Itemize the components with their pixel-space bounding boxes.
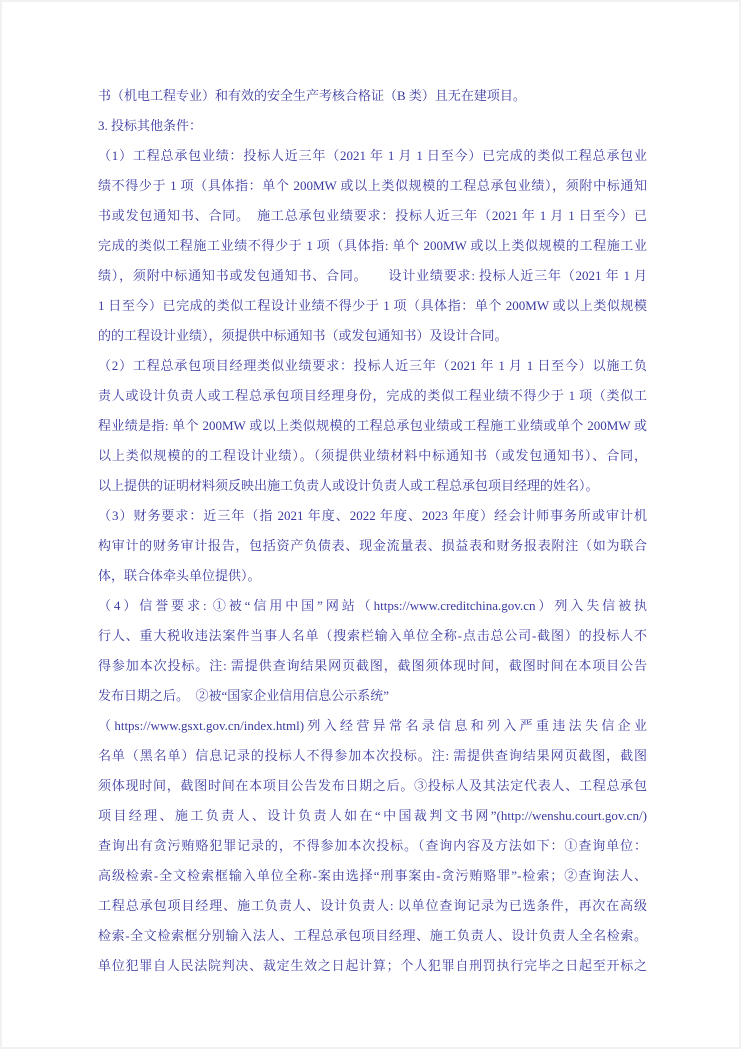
- text-line: 的的工程设计业绩），须提供中标通知书（或发包通知书）及设计合同。: [98, 328, 508, 343]
- text-line: 1 日至今）已完成的类似工程设计业绩不得少于 1 项（具体指：单个 200MW 或以上类似规模: [98, 298, 647, 313]
- document-text-block: [98, 81, 647, 981]
- text-line: 构审计的财务审计报告，包括资产负债表、现金流量表、损益表和财务报表附注（如为联合: [98, 538, 647, 553]
- text-line: 高级检索-全文检索框输入单位全称-案由选择“刑事案由-贪污贿赂罪”-检索；②查询法人、: [98, 868, 647, 883]
- text-line: 程业绩是指: 单个 200MW 或以上类似规模的工程总承包业绩或工程施工业绩或单个 200MW 或: [98, 418, 647, 433]
- text-line: 单位犯罪自人民法院判决、裁定生效之日起计算；个人犯罪自刑罚执行完毕之日起至开标之: [98, 958, 647, 973]
- text-line: 3. 投标其他条件：: [98, 118, 203, 133]
- text-line: 书（机电工程专业）和有效的安全生产考核合格证（B 类）且无在建项目。: [98, 88, 526, 103]
- text-line: 以上类似规模的的工程设计业绩）。（须提供业绩材料中标通知书（或发包通知书）、合同，: [98, 448, 647, 463]
- text-line: （4）信誉要求: ①被“信用中国”网站（https://www.creditchina.gov.cn）列入失信被执: [98, 598, 647, 613]
- text-line: 项目经理、施工负责人、设计负责人如在“中国裁判文书网”(http://wenshu.court.gov.cn/): [98, 808, 647, 823]
- text-line: 绩），须附中标通知书或发包通知书、合同。 设计业绩要求: 投标人近三年（2021 年 1 月: [98, 268, 647, 283]
- text-line: （1）工程总承包业绩：投标人近三年（2021 年 1 月 1 日至今）已完成的类似工程总承包业: [98, 148, 647, 163]
- text-line: 行人、重大税收违法案件当事人名单（搜索栏输入单位全称-点击总公司-截图）的投标人不: [98, 628, 647, 643]
- text-line: 查询出有贪污贿赂犯罪记录的，不得参加本次投标。（查询内容及方法如下：①查询单位：: [98, 838, 647, 853]
- text-line: 须体现时间，截图时间在本项目公告发布日期之后。③投标人及其法定代表人、工程总承包: [98, 778, 647, 793]
- text-line: （2）工程总承包项目经理类似业绩要求：投标人近三年（2021 年 1 月 1 日至今）以施工负: [98, 358, 647, 373]
- text-line: 发布日期之后。 ②被“国家企业信用信息公示系统”: [98, 688, 390, 703]
- text-line: 体，联合体牵头单位提供）。: [98, 568, 261, 583]
- text-line: 完成的类似工程施工业绩不得少于 1 项（具体指: 单个 200MW 或以上类似规模的工程施工业: [98, 238, 647, 253]
- text-line: 以上提供的证明材料须反映出施工负责人或设计负责人或工程总承包项目经理的姓名）。: [98, 478, 599, 493]
- text-line: 得参加本次投标。注: 需提供查询结果网页截图，截图须体现时间，截图时间在本项目公告: [98, 658, 647, 673]
- text-line: 绩不得少于 1 项（具体指：单个 200MW 或以上类似规模的工程总承包业绩），须附中标通知: [98, 178, 647, 193]
- text-line: （3）财务要求：近三年（指 2021 年度、2022 年度、2023 年度）经会计师事务所或审计机: [98, 508, 647, 523]
- text-line: 检索-全文检索框分别输入法人、工程总承包项目经理、施工负责人、设计负责人全名检索。: [98, 928, 647, 943]
- text-line: 书或发包通知书、合同。 施工总承包业绩要求：投标人近三年（2021 年 1 月 1 日至今）已: [98, 208, 647, 223]
- text-line: 责人或设计负责人或工程总承包项目经理身份，完成的类似工程业绩不得少于 1 项（类似工: [98, 388, 647, 403]
- text-line: 工程总承包项目经理、施工负责人、设计负责人: 以单位查询记录为已选条件，再次在高级: [98, 898, 647, 913]
- text-line: 名单（黑名单）信息记录的投标人不得参加本次投标。注: 需提供查询结果网页截图，截图: [98, 748, 647, 763]
- text-line: （https://www.gsxt.gov.cn/index.html)列入经营异常名录信息和列入严重违法失信企业: [98, 718, 647, 733]
